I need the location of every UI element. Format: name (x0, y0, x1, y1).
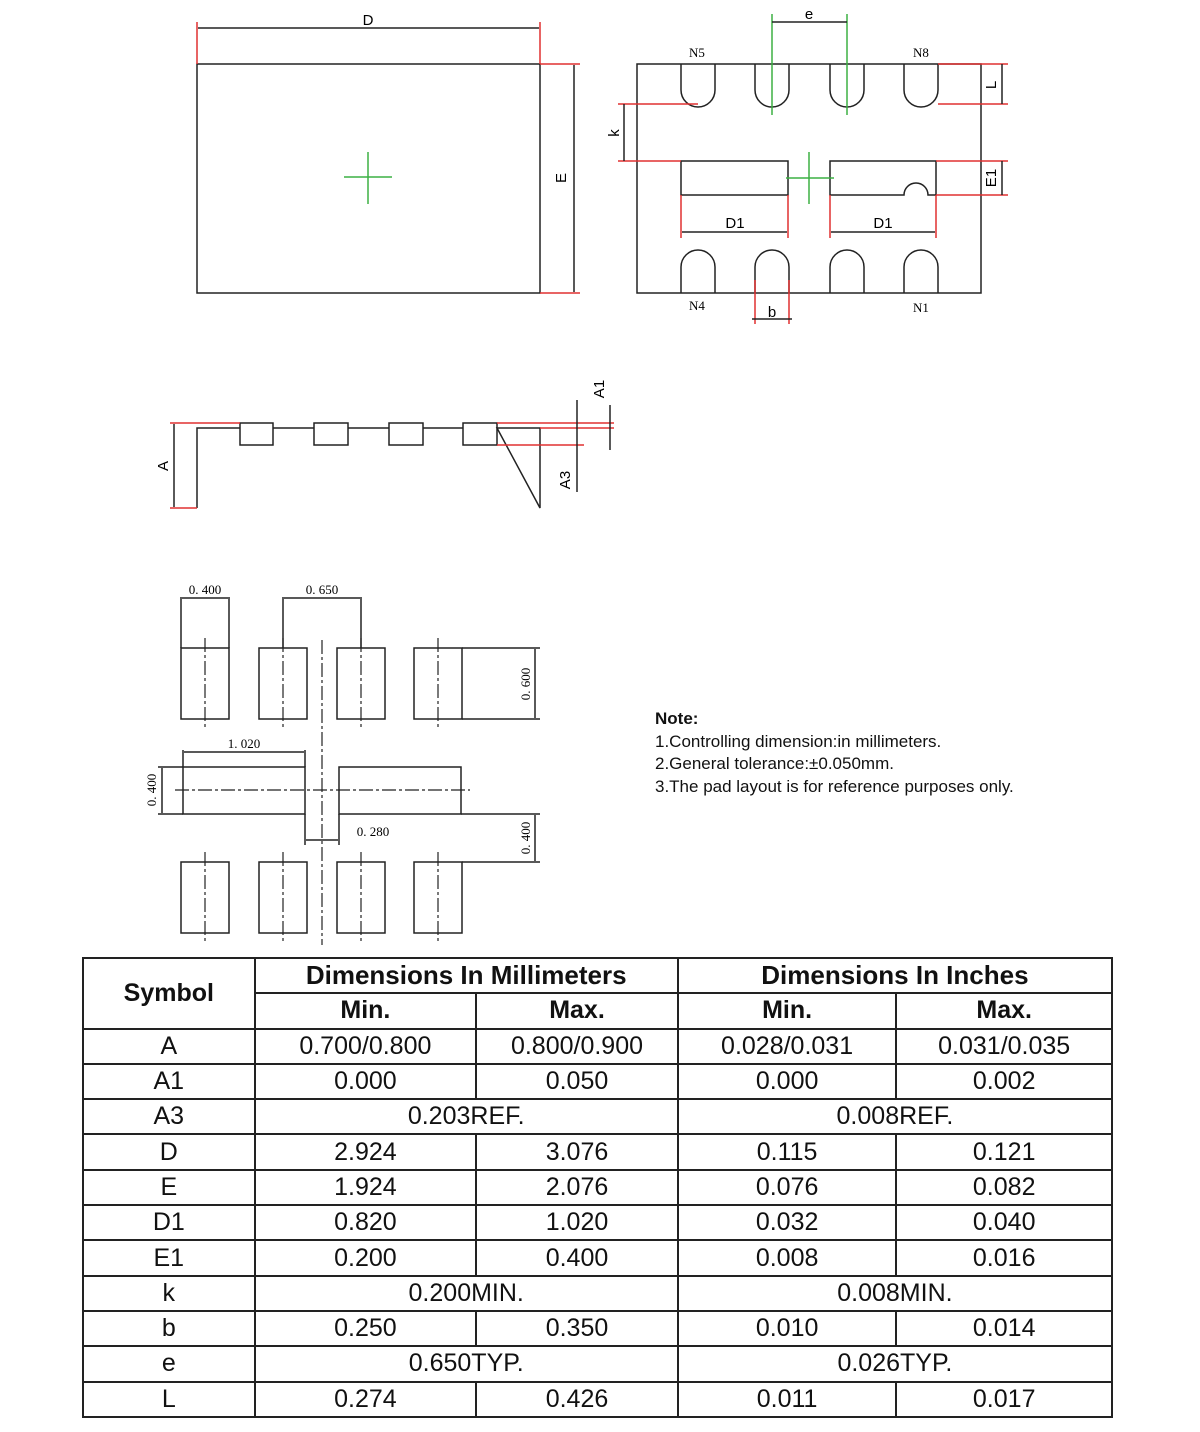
symbol-header: Symbol (83, 958, 255, 1029)
pin-bottom-4 (904, 250, 938, 293)
symbol-cell: e (83, 1346, 255, 1381)
mm-max-cell: 2.076 (476, 1170, 678, 1205)
label-L: L (983, 80, 1000, 90)
dim-label-0600: 0. 600 (518, 667, 533, 701)
label-A: A (155, 460, 172, 472)
inches-header: Dimensions In Inches (678, 958, 1112, 993)
symbol-cell: A (83, 1029, 255, 1064)
mm-max-cell: 3.076 (476, 1134, 678, 1169)
label-b: b (767, 304, 777, 321)
exposed-pad-right (830, 161, 936, 195)
mm-min-cell: 1.924 (255, 1170, 477, 1205)
table-row (83, 1240, 1112, 1275)
mm-min-cell: 0.000 (255, 1064, 477, 1099)
label-k: k (606, 129, 623, 137)
label-E: E (553, 172, 570, 184)
pin-bottom-1 (681, 250, 715, 293)
pin-label-N8: N8 (913, 45, 929, 60)
pin-label-N4: N4 (689, 298, 705, 313)
notes-block (655, 708, 1014, 798)
note-title: Note: (655, 709, 699, 728)
dimensions-table (82, 957, 1113, 1418)
symbol-cell: k (83, 1276, 255, 1311)
symbol-cell: L (83, 1382, 255, 1417)
in-max-header: Max. (896, 993, 1112, 1028)
dim-label-0280: 0. 280 (356, 824, 390, 839)
pin-bottom-3 (830, 250, 864, 293)
side-body (197, 428, 540, 508)
label-D: D (362, 12, 374, 29)
side-lead-2 (314, 423, 348, 445)
in-max-cell: 0.017 (896, 1382, 1112, 1417)
in-max-cell: 0.002 (896, 1064, 1112, 1099)
note-line-3: 3.The pad layout is for reference purposes only. (655, 776, 1014, 796)
mm-span-cell: 0.650TYP. (255, 1346, 678, 1381)
in-min-cell: 0.008 (678, 1240, 897, 1275)
mm-span-cell: 0.203REF. (255, 1099, 678, 1134)
in-max-cell: 0.082 (896, 1170, 1112, 1205)
in-min-cell: 0.000 (678, 1064, 897, 1099)
pin-label-N5: N5 (689, 45, 705, 60)
exposed-pad-left (681, 161, 788, 195)
in-max-cell: 0.121 (896, 1134, 1112, 1169)
pin-top-4 (904, 64, 938, 107)
in-min-cell: 0.010 (678, 1311, 897, 1346)
symbol-cell: b (83, 1311, 255, 1346)
table-row (83, 1311, 1112, 1346)
dim-label-0400-right: 0. 400 (518, 821, 533, 855)
dim-label-0400-top: 0. 400 (188, 582, 222, 597)
in-min-cell: 0.076 (678, 1170, 897, 1205)
mm-min-cell: 0.700/0.800 (255, 1029, 477, 1064)
dim-label-1020: 1. 020 (227, 736, 261, 751)
side-lead-4 (463, 423, 497, 445)
in-min-cell: 0.115 (678, 1134, 897, 1169)
label-D1-left: D1 (725, 215, 745, 232)
symbol-cell: A1 (83, 1064, 255, 1099)
mm-max-cell: 0.350 (476, 1311, 678, 1346)
table-row (83, 1064, 1112, 1099)
millimeters-header: Dimensions In Millimeters (255, 958, 678, 993)
bottom-view (618, 14, 1008, 324)
in-min-cell: 0.028/0.031 (678, 1029, 897, 1064)
dim-label-0650: 0. 650 (305, 582, 339, 597)
pad-layout (158, 597, 540, 945)
pin-label-N1: N1 (913, 300, 929, 315)
mm-min-cell: 0.820 (255, 1205, 477, 1240)
table-row (83, 1134, 1112, 1169)
in-span-cell: 0.026TYP. (678, 1346, 1112, 1381)
mm-span-cell: 0.200MIN. (255, 1276, 678, 1311)
table-row (83, 1205, 1112, 1240)
table-row (83, 1099, 1112, 1134)
mm-max-header: Max. (476, 993, 678, 1028)
label-A3: A3 (557, 470, 574, 490)
label-A1: A1 (591, 379, 608, 399)
side-lead-3 (389, 423, 423, 445)
table-row (83, 1346, 1112, 1381)
mm-min-cell: 2.924 (255, 1134, 477, 1169)
mm-max-cell: 0.426 (476, 1382, 678, 1417)
mm-min-cell: 0.274 (255, 1382, 477, 1417)
table-row (83, 1276, 1112, 1311)
in-max-cell: 0.016 (896, 1240, 1112, 1275)
table-header-row (83, 958, 1112, 993)
in-span-cell: 0.008REF. (678, 1099, 1112, 1134)
dim-label-0400-left: 0. 400 (144, 773, 159, 807)
symbol-cell: D (83, 1134, 255, 1169)
in-max-cell: 0.040 (896, 1205, 1112, 1240)
label-D1-right: D1 (873, 215, 893, 232)
mm-min-cell: 0.250 (255, 1311, 477, 1346)
mm-max-cell: 1.020 (476, 1205, 678, 1240)
side-lead-1 (240, 423, 273, 445)
note-line-1: 1.Controlling dimension:in millimeters. (655, 731, 942, 751)
top-view (197, 22, 580, 293)
in-min-cell: 0.032 (678, 1205, 897, 1240)
mm-max-cell: 0.800/0.900 (476, 1029, 678, 1064)
table-row (83, 1382, 1112, 1417)
in-max-cell: 0.014 (896, 1311, 1112, 1346)
side-view (170, 400, 614, 508)
symbol-cell: D1 (83, 1205, 255, 1240)
mm-max-cell: 0.050 (476, 1064, 678, 1099)
table-row (83, 1029, 1112, 1064)
in-min-cell: 0.011 (678, 1382, 897, 1417)
label-E1: E1 (983, 168, 1000, 188)
mm-max-cell: 0.400 (476, 1240, 678, 1275)
mm-min-cell: 0.200 (255, 1240, 477, 1275)
mm-min-header: Min. (255, 993, 477, 1028)
symbol-cell: E (83, 1170, 255, 1205)
note-line-2: 2.General tolerance:±0.050mm. (655, 754, 894, 773)
symbol-cell: E1 (83, 1240, 255, 1275)
symbol-cell: A3 (83, 1099, 255, 1134)
table-row (83, 1170, 1112, 1205)
in-min-header: Min. (678, 993, 897, 1028)
pin-bottom-2 (755, 250, 789, 293)
in-max-cell: 0.031/0.035 (896, 1029, 1112, 1064)
pin-top-1 (681, 64, 715, 107)
label-e: e (804, 6, 814, 23)
in-span-cell: 0.008MIN. (678, 1276, 1112, 1311)
